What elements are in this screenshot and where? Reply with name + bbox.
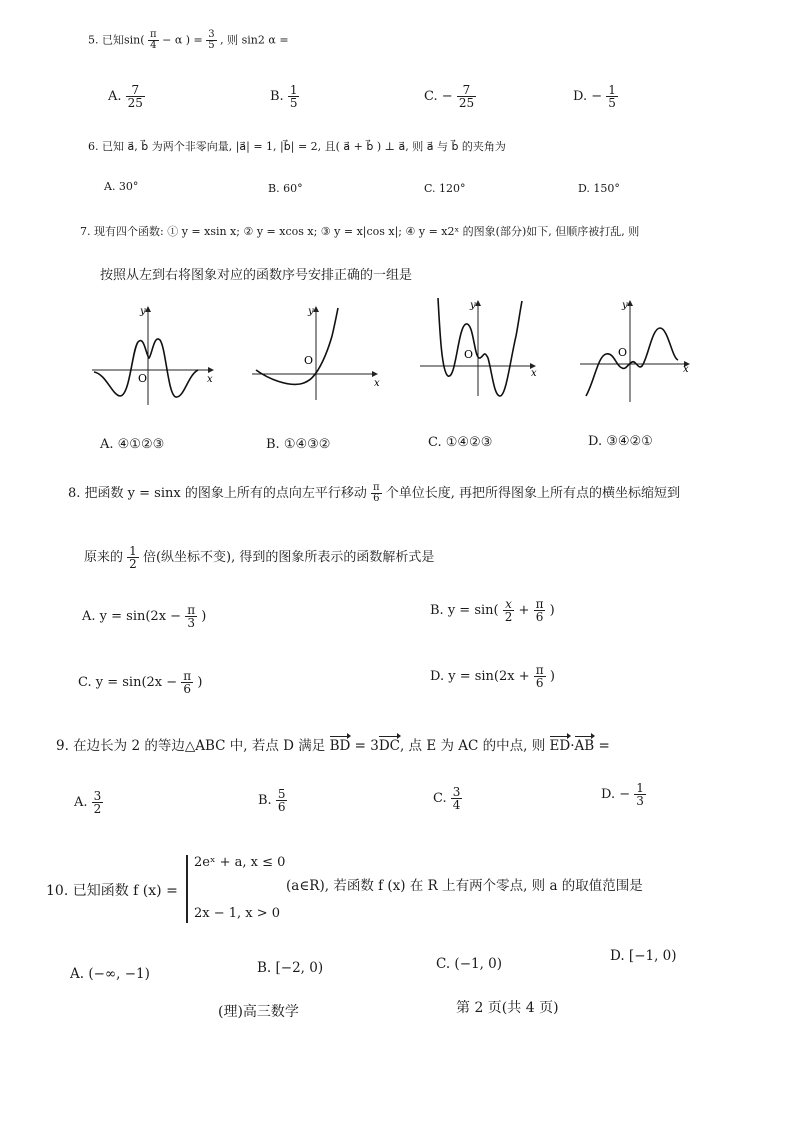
q6-option-c[interactable]: C. 120° bbox=[424, 182, 466, 195]
q5-option-b[interactable]: B. $\frac{1}{5}$ bbox=[270, 83, 298, 110]
q7-stem-line1: 7. 现有四个函数: ① y = xsin x; ② y = xcos x; ③ y = x|cos x|; ④ y = x2ˣ 的图象(部分)如下, 但顺序被打乱, 则 bbox=[80, 225, 640, 238]
q7-option-d[interactable]: D. ③④②① bbox=[588, 434, 653, 449]
x-axis-label: x bbox=[207, 374, 213, 385]
x-axis-arrow-icon bbox=[208, 367, 214, 373]
q8-stem-line2: 原来的 $\frac{1}{2}$ 倍(纵坐标不变), 得到的图象所表示的函数解析式是 bbox=[84, 544, 435, 571]
q8-option-b[interactable]: B. y = sin( $\frac{x}{2}$ + $\frac{\pi}{6}$ ) bbox=[430, 597, 555, 624]
q5-stem-b: − α ) = bbox=[162, 33, 203, 47]
q10-option-d[interactable]: D. [−1, 0) bbox=[610, 948, 677, 964]
y-axis-arrow-icon bbox=[313, 306, 319, 312]
q5-option-d[interactable]: D. − $\frac{1}{5}$ bbox=[573, 83, 616, 110]
q8-option-c[interactable]: C. y = sin(2x − $\frac{\pi}{6}$ ) bbox=[78, 669, 203, 696]
y-axis-arrow-icon bbox=[627, 300, 633, 306]
curve bbox=[438, 298, 522, 396]
y-axis-label: y bbox=[308, 306, 314, 317]
q10-stem-b: (a∈R), 若函数 f (x) 在 R 上有两个零点, 则 a 的取值范围是 bbox=[286, 878, 643, 894]
q5-frac-pi-4: $\frac{\pi}{4}$ bbox=[150, 29, 157, 51]
q5-option-c[interactable]: C. − $\frac{7}{25}$ bbox=[424, 83, 475, 110]
piecewise-brace bbox=[186, 855, 194, 923]
y-axis-arrow-icon bbox=[475, 300, 481, 306]
q10-case-1: 2eˣ + a, x ≤ 0 bbox=[194, 855, 286, 870]
y-axis-arrow-icon bbox=[145, 306, 151, 312]
q6-option-a[interactable]: A. 30° bbox=[104, 180, 139, 193]
q10-case-2: 2x − 1, x > 0 bbox=[194, 906, 281, 921]
q7-graph-1 bbox=[88, 300, 218, 410]
x-axis-label: x bbox=[683, 364, 689, 375]
q6-option-d[interactable]: D. 150° bbox=[578, 182, 620, 195]
q5-number: 5. bbox=[88, 33, 99, 47]
curve bbox=[586, 328, 678, 396]
q6-stem: 6. 已知 a⃗, b⃗ 为两个非零向量, |a⃗| = 1, |b⃗| = 2, 且( a⃗ + b⃗ ) ⊥ a⃗, 则 a⃗ 与 b⃗ 的夹角为 bbox=[88, 140, 506, 153]
q8-stem-line1: 8. 把函数 y = sinx 的图象上所有的点向左平行移动 $\frac{\pi}{6}$ 个单位长度, 再把所得图象上所有点的横坐标缩短到 bbox=[68, 482, 680, 504]
q10-option-b[interactable]: B. [−2, 0) bbox=[257, 960, 324, 976]
footer-page-number: 第 2 页(共 4 页) bbox=[456, 1000, 559, 1016]
q9-stem: 9. 在边长为 2 的等边△ABC 中, 若点 D 满足 BD = 3DC, 点 E 为 AC 的中点, 则 ED·AB = bbox=[56, 738, 610, 754]
q9-option-d[interactable]: D. − $\frac{1}{3}$ bbox=[601, 781, 644, 808]
curve bbox=[94, 339, 198, 397]
q8-frac-1-2: $\frac{1}{2}$ bbox=[129, 544, 137, 571]
q9-option-a[interactable]: A. $\frac{3}{2}$ bbox=[74, 789, 102, 816]
x-axis-arrow-icon bbox=[372, 371, 378, 377]
origin-label: O bbox=[464, 348, 474, 361]
q7-graph-2 bbox=[248, 300, 384, 410]
q5-frac-3-5: $\frac{3}{5}$ bbox=[208, 29, 215, 51]
q7-option-c[interactable]: C. ①④②③ bbox=[428, 435, 493, 450]
vector-bd: BD bbox=[329, 738, 351, 754]
q9-option-c[interactable]: C. $\frac{3}{4}$ bbox=[433, 785, 461, 812]
q7-stem-line2: 按照从左到右将图象对应的函数序号安排正确的一组是 bbox=[100, 268, 413, 283]
q8-frac-pi-6: $\frac{\pi}{6}$ bbox=[372, 482, 380, 504]
q5-option-a[interactable]: A. $\frac{7}{25}$ bbox=[108, 83, 143, 110]
origin-label: O bbox=[304, 354, 314, 367]
q7-option-b[interactable]: B. ①④③② bbox=[266, 437, 331, 452]
vector-ed: ED bbox=[549, 738, 571, 754]
q5-stem-c: , 则 sin2 α = bbox=[220, 33, 289, 47]
y-axis-label: y bbox=[470, 300, 476, 311]
y-axis-label: y bbox=[622, 300, 628, 311]
x-axis-label: x bbox=[531, 368, 537, 379]
q10-option-c[interactable]: C. (−1, 0) bbox=[436, 956, 503, 972]
curve bbox=[256, 308, 338, 384]
q10-stem-a: 10. 已知函数 f (x) = bbox=[46, 883, 178, 899]
q6-option-b[interactable]: B. 60° bbox=[268, 182, 303, 195]
q9-option-b[interactable]: B. $\frac{5}{6}$ bbox=[258, 787, 286, 814]
q10-option-a[interactable]: A. (−∞, −1) bbox=[70, 966, 150, 982]
q5-stem bbox=[88, 30, 289, 51]
q8-option-a[interactable]: A. y = sin(2x − $\frac{\pi}{3}$ ) bbox=[82, 603, 207, 630]
q7-graph-4 bbox=[576, 298, 702, 410]
vector-ab: AB bbox=[574, 738, 595, 754]
y-axis-label: y bbox=[140, 306, 146, 317]
vector-dc: DC bbox=[378, 738, 400, 754]
q7-option-a[interactable]: A. ④①②③ bbox=[100, 437, 165, 452]
origin-label: O bbox=[618, 346, 628, 359]
q5-stem-a: 已知sin( bbox=[102, 33, 145, 47]
footer-subject: (理)高三数学 bbox=[218, 1004, 299, 1020]
origin-label: O bbox=[138, 372, 148, 385]
x-axis-label: x bbox=[374, 378, 380, 389]
q8-option-d[interactable]: D. y = sin(2x + $\frac{\pi}{6}$ ) bbox=[430, 663, 555, 690]
q7-graph-3 bbox=[416, 296, 546, 406]
